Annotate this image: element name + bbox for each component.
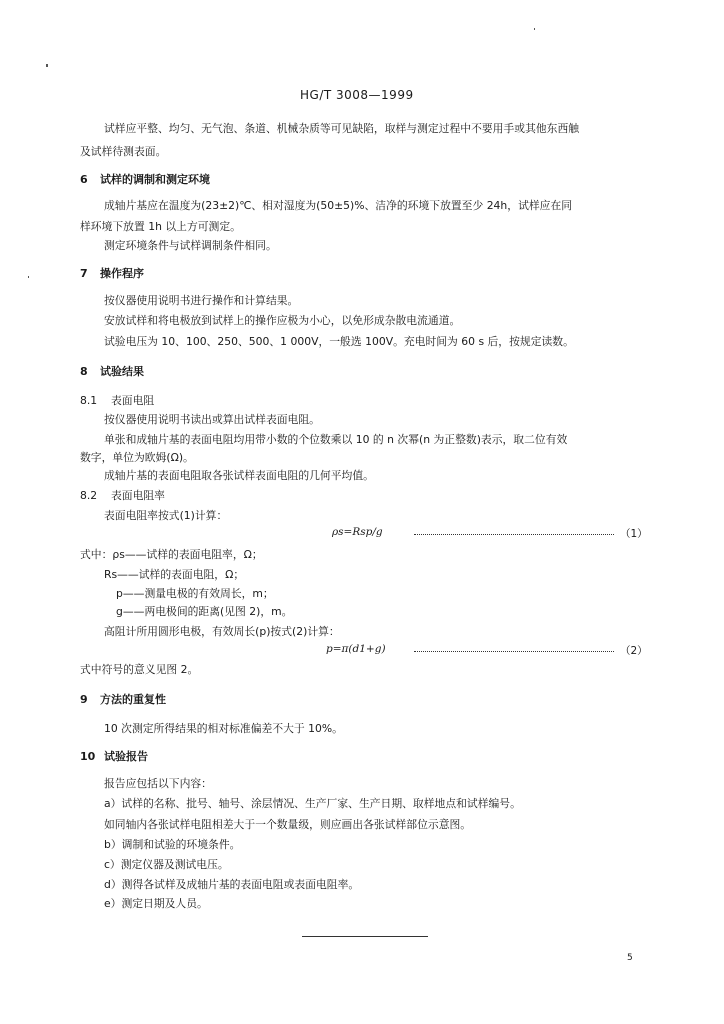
subsection-8-2-paragraph: 高阻计所用圆形电极，有效周长(p)按式(2)计算： [104, 625, 340, 638]
section-10-number: 10 [80, 750, 96, 763]
subsection-8-1-paragraph: 单张和成轴片基的表面电阻均用带小数的个位数乘以 10 的 n 次幂(n 为正整数)表示，取二位有效 [104, 433, 568, 446]
list-item: a）试样的名称、批号、轴号、涂层情况、生产厂家、生产日期、取样地点和试样编号。 [104, 797, 521, 810]
section-6-title: 试样的调制和测定环境 [100, 173, 210, 186]
subsection-8-1-number: 8.1 [80, 394, 98, 407]
subsection-8-1-paragraph: 按仪器使用说明书读出或算出试样表面电阻。 [104, 413, 320, 426]
scan-speck [28, 276, 29, 278]
equation-note: 式中符号的意义见图 2。 [80, 663, 199, 676]
section-7-paragraph: 试验电压为 10、100、250、500、1 000V，一般选 100V。充电时间为 60 s 后，按规定读数。 [104, 335, 574, 348]
section-8-title: 试验结果 [100, 365, 144, 378]
section-7-paragraph: 安放试样和将电极放到试样上的操作应极为小心，以免形成杂散电流通道。 [104, 314, 461, 327]
paragraph-line: 试样应平整、均匀、无气泡、条道、机械杂质等可见缺陷，取样与测定过程中不要用手或其他东西触 [104, 122, 580, 135]
end-rule [302, 936, 428, 937]
leader-dots [414, 534, 614, 535]
list-item: 如同轴内各张试样电阻相差大于一个数量级，则应画出各张试样部位示意图。 [104, 818, 472, 831]
equation-2: p=π(d1+g) [326, 643, 386, 655]
variable-definition: g——两电极间的距离(见图 2)，m。 [116, 605, 293, 618]
subsection-8-1-title: 表面电阻 [111, 394, 155, 407]
equation-2-number: （2） [620, 645, 648, 657]
document-header: HG/T 3008—1999 [300, 88, 414, 102]
section-10-intro: 报告应包括以下内容： [104, 777, 212, 790]
page-number: 5 [627, 953, 633, 963]
subsection-8-2-intro: 表面电阻率按式(1)计算： [104, 509, 228, 522]
equation-1-number: （1） [620, 528, 648, 540]
list-item: b）调制和试验的环境条件。 [104, 838, 241, 851]
subsection-8-1-paragraph: 数字，单位为欧姆(Ω)。 [80, 451, 194, 464]
section-9-title: 方法的重复性 [100, 693, 166, 706]
paragraph-line: 及试样待测表面。 [80, 145, 167, 158]
section-9-number: 9 [80, 693, 88, 706]
section-6-paragraph: 样环境下放置 1h 以上方可测定。 [80, 220, 241, 233]
subsection-8-1-paragraph: 成轴片基的表面电阻取各张试样表面电阻的几何平均值。 [104, 469, 374, 482]
variable-definition: p——测量电极的有效周长，m； [116, 587, 274, 600]
variable-definition: Rs——试样的表面电阻，Ω； [104, 568, 245, 581]
list-item: c）测定仪器及测试电压。 [104, 858, 229, 871]
scan-speck [534, 28, 535, 30]
subsection-8-2-number: 8.2 [80, 489, 98, 502]
list-item: e）测定日期及人员。 [104, 897, 208, 910]
scan-speck [46, 64, 48, 67]
equation-1: ρs=Rsp/g [332, 526, 383, 538]
section-7-paragraph: 按仪器使用说明书进行操作和计算结果。 [104, 294, 299, 307]
section-6-paragraph: 测定环境条件与试样调制条件相同。 [104, 239, 277, 252]
section-6-number: 6 [80, 173, 88, 186]
section-6-paragraph: 成轴片基应在温度为(23±2)℃、相对湿度为(50±5)%、洁净的环境下放置至少 24h，试样应在同 [104, 199, 573, 212]
section-10-title: 试验报告 [104, 750, 148, 763]
variable-definition: 式中：ρs——试样的表面电阻率，Ω； [80, 548, 263, 561]
section-9-paragraph: 10 次测定所得结果的相对标准偏差不大于 10%。 [104, 722, 343, 735]
section-7-title: 操作程序 [100, 267, 144, 280]
leader-dots [414, 651, 614, 652]
list-item: d）测得各试样及成轴片基的表面电阻或表面电阻率。 [104, 878, 360, 891]
subsection-8-2-title: 表面电阻率 [111, 489, 165, 502]
section-7-number: 7 [80, 267, 88, 280]
section-8-number: 8 [80, 365, 88, 378]
